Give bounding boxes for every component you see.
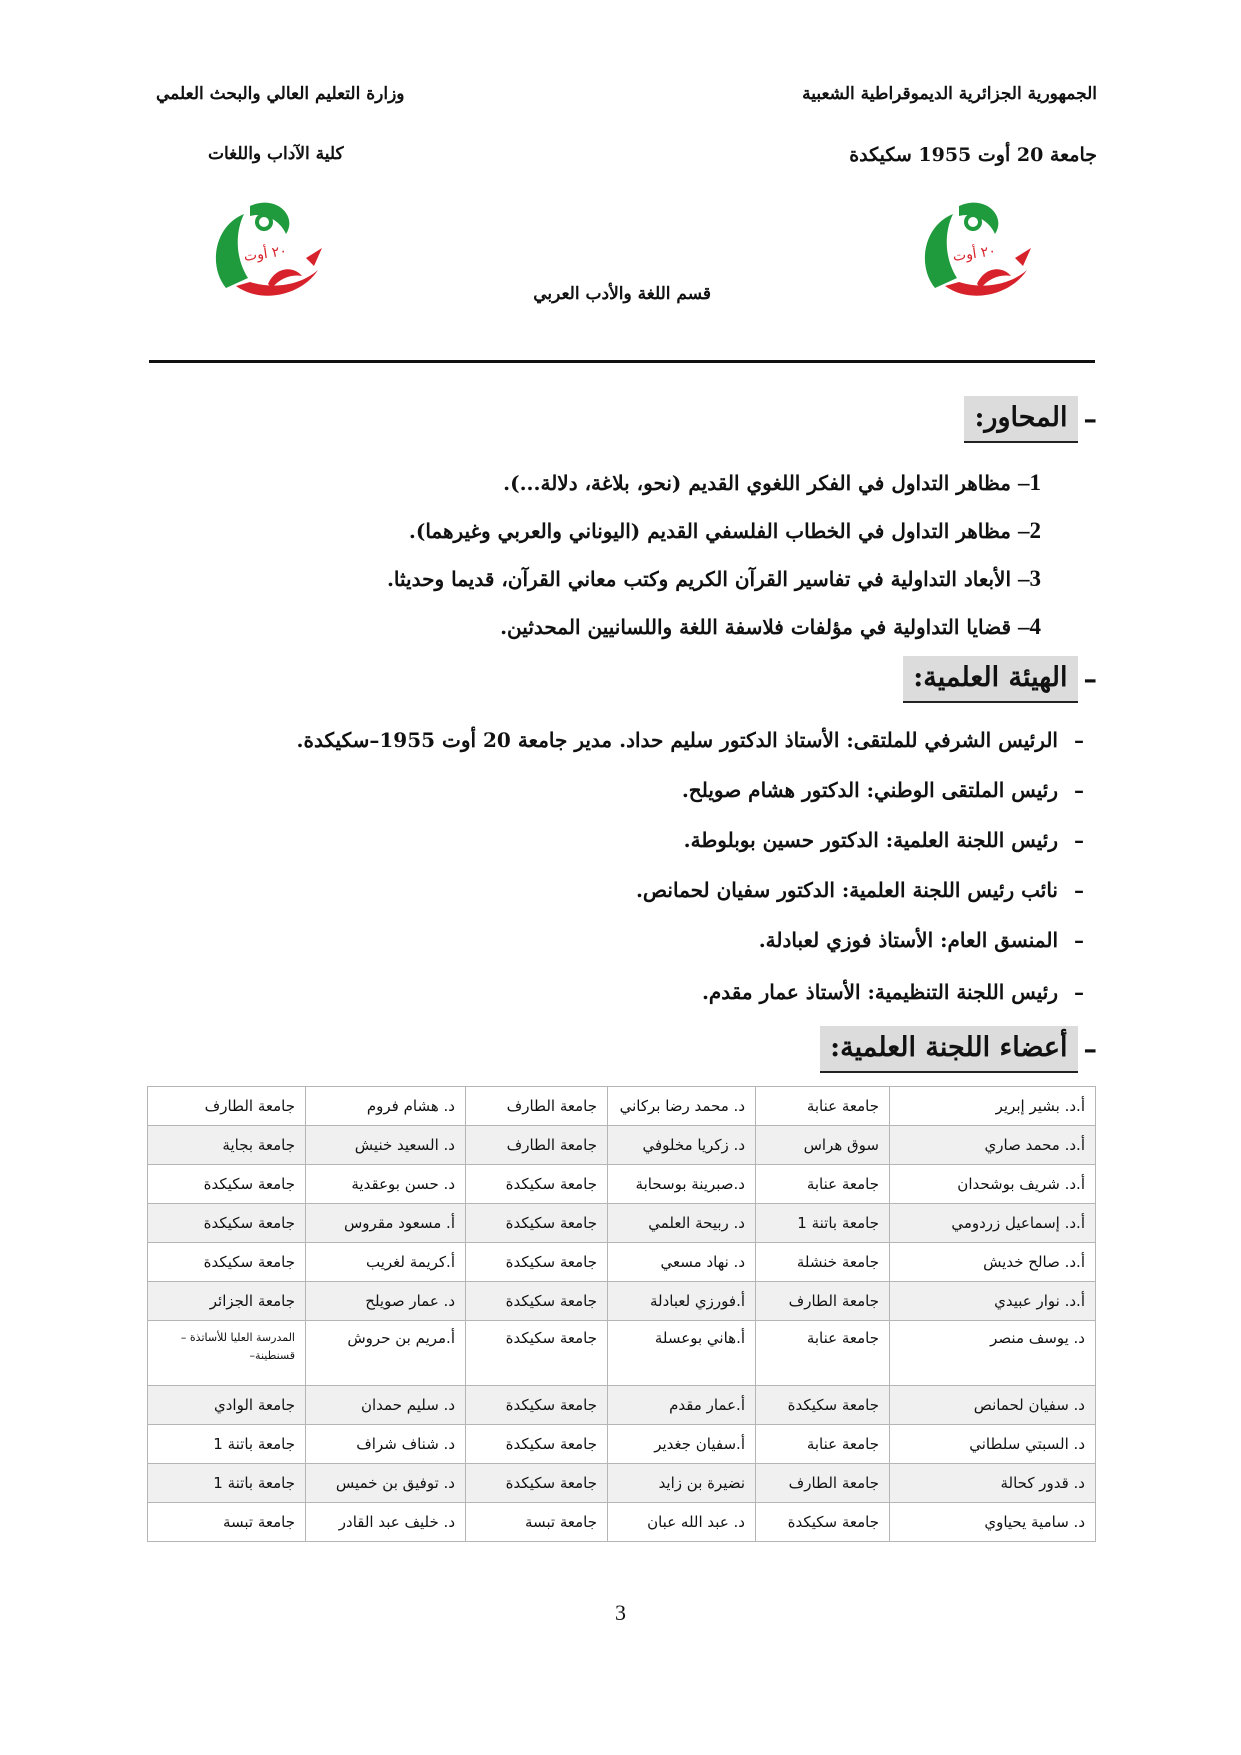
member-name-cell: أ.د. شريف بوشحدان — [890, 1165, 1096, 1204]
member-name-cell: د. هشام فروم — [306, 1087, 466, 1126]
member-name-cell: د. سليم حمدان — [306, 1386, 466, 1425]
table-row — [148, 1087, 1096, 1126]
member-affiliation-cell: جامعة سكيكدة — [148, 1243, 306, 1282]
bullet-dash: – — [1074, 778, 1084, 802]
member-affiliation-cell: جامعة عنابة — [756, 1425, 890, 1464]
bullet-dash: – — [1074, 878, 1084, 902]
university-logo-right — [915, 196, 1035, 304]
member-name-cell: د. حسن بوعقدية — [306, 1165, 466, 1204]
member-affiliation-cell: جامعة تبسة — [466, 1503, 608, 1542]
heading-dash: – — [1083, 1034, 1097, 1065]
member-affiliation-cell: جامعة سكيكدة — [466, 1165, 608, 1204]
department-title: قسم اللغة والأدب العربي — [533, 284, 711, 304]
member-affiliation-cell: جامعة عنابة — [756, 1087, 890, 1126]
body-member-text: المنسق العام: الأستاذ فوزي لعبادلة. — [758, 928, 1058, 952]
university-logo-left — [206, 196, 326, 304]
member-name-cell: أ.كريمة لغريب — [306, 1243, 466, 1282]
member-name-cell: أ.عمار مقدم — [608, 1386, 756, 1425]
member-name-cell: أ.د. إسماعيل زردومي — [890, 1204, 1096, 1243]
axes-heading-label: المحاور: — [964, 396, 1077, 443]
member-name-cell: أ.هاني بوعسلة — [608, 1321, 756, 1386]
member-affiliation-cell: جامعة الطارف — [756, 1282, 890, 1321]
scientific-body-heading-label: الهيئة العلمية: — [903, 656, 1077, 703]
table-row — [148, 1126, 1096, 1165]
svg-text:٢٠ أوت: ٢٠ أوت — [242, 243, 289, 265]
table-row — [148, 1464, 1096, 1503]
table-row — [148, 1204, 1096, 1243]
member-name-cell: د. ربيحة العلمي — [608, 1204, 756, 1243]
header-divider — [149, 360, 1095, 363]
member-name-cell: د. خليف عبد القادر — [306, 1503, 466, 1542]
table-row — [148, 1321, 1096, 1386]
body-member — [636, 878, 1084, 902]
axis-item — [409, 518, 1041, 544]
member-name-cell: د. سفيان لحمانص — [890, 1386, 1096, 1425]
ministry-title: وزارة التعليم العالي والبحث العلمي — [156, 84, 405, 104]
scientific-body-heading — [903, 656, 1097, 703]
member-affiliation-cell: جامعة سكيكدة — [756, 1386, 890, 1425]
member-name-cell: د. توفيق بن خميس — [306, 1464, 466, 1503]
member-name-cell: نضيرة بن زايد — [608, 1464, 756, 1503]
member-affiliation-cell: جامعة الجزائر — [148, 1282, 306, 1321]
member-name-cell: د. شناف شراف — [306, 1425, 466, 1464]
member-affiliation-cell: جامعة باتنة 1 — [756, 1204, 890, 1243]
committee-heading — [820, 1026, 1097, 1073]
bullet-dash: – — [1074, 828, 1084, 852]
member-affiliation-cell: جامعة باتنة 1 — [148, 1425, 306, 1464]
body-member-text: نائب رئيس اللجنة العلمية: الدكتور سفيان لحمانص. — [635, 878, 1058, 902]
member-name-cell: د. السبتي سلطاني — [890, 1425, 1096, 1464]
body-member — [684, 828, 1084, 852]
member-affiliation-cell: جامعة بجاية — [148, 1126, 306, 1165]
member-affiliation-cell: جامعة الوادي — [148, 1386, 306, 1425]
table-row — [148, 1503, 1096, 1542]
axis-text: مظاهر التداول في الفكر اللغوي القديم (نحو، بلاغة، دلالة...). — [503, 471, 1012, 495]
body-member-text: رئيس الملتقى الوطني: الدكتور هشام صويلح. — [681, 778, 1058, 802]
axis-text: قضايا التداولية في مؤلفات فلاسفة اللغة واللسانيين المحدثين. — [500, 615, 1012, 639]
member-name-cell: أ.د. نوار عبيدي — [890, 1282, 1096, 1321]
axis-number: 4– — [1018, 614, 1041, 639]
axis-number: 1– — [1018, 470, 1041, 495]
member-name-cell: أ.سفيان جغدير — [608, 1425, 756, 1464]
member-affiliation-cell: جامعة عنابة — [756, 1321, 890, 1386]
faculty-title: كلية الآداب واللغات — [208, 144, 344, 164]
table-row — [148, 1165, 1096, 1204]
svg-text:٢٠ أوت: ٢٠ أوت — [951, 243, 998, 265]
body-member-text: الرئيس الشرفي للملتقى: الأستاذ الدكتور سليم حداد. مدير جامعة 20 أوت 1955–سكيكدة. — [296, 728, 1058, 752]
member-affiliation-cell: جامعة الطارف — [466, 1087, 608, 1126]
member-name-cell: د.صبرينة بوسحابة — [608, 1165, 756, 1204]
member-affiliation-cell: جامعة تبسة — [148, 1503, 306, 1542]
member-affiliation-cell: جامعة عنابة — [756, 1165, 890, 1204]
member-affiliation-cell: جامعة الطارف — [148, 1087, 306, 1126]
member-affiliation-cell: جامعة خنشلة — [756, 1243, 890, 1282]
member-affiliation-cell: المدرسة العليا للأساتذة –قسنطينة– — [148, 1321, 306, 1386]
table-row — [148, 1243, 1096, 1282]
member-affiliation-cell: جامعة سكيكدة — [466, 1386, 608, 1425]
body-member — [682, 778, 1084, 802]
axis-item — [387, 566, 1041, 592]
body-member-text: رئيس اللجنة التنظيمية: الأستاذ عمار مقدم. — [701, 980, 1058, 1004]
member-name-cell: أ.فورزي لعبادلة — [608, 1282, 756, 1321]
member-name-cell: أ.د. بشير إبرير — [890, 1087, 1096, 1126]
member-name-cell: د. سامية يحياوي — [890, 1503, 1096, 1542]
committee-heading-label: أعضاء اللجنة العلمية: — [820, 1026, 1077, 1073]
university-title: جامعة 20 أوت 1955 سكيكدة — [849, 144, 1097, 166]
member-name-cell: د. نهاد مسعي — [608, 1243, 756, 1282]
heading-dash: – — [1083, 404, 1097, 435]
table-row — [148, 1386, 1096, 1425]
table-row — [148, 1282, 1096, 1321]
committee-table — [147, 1086, 1096, 1542]
member-affiliation-cell: جامعة سكيكدة — [148, 1165, 306, 1204]
axis-number: 3– — [1018, 566, 1041, 591]
member-name-cell: د. عبد الله عبان — [608, 1503, 756, 1542]
member-name-cell: أ.د. محمد صاري — [890, 1126, 1096, 1165]
member-affiliation-cell: جامعة الطارف — [466, 1126, 608, 1165]
member-name-cell: أ. مسعود مقروس — [306, 1204, 466, 1243]
member-affiliation-cell: جامعة باتنة 1 — [148, 1464, 306, 1503]
axis-text: مظاهر التداول في الخطاب الفلسفي القديم (اليوناني والعربي وغيرهما). — [408, 519, 1012, 543]
page-number: 3 — [615, 1600, 626, 1625]
member-affiliation-cell: جامعة سكيكدة — [466, 1282, 608, 1321]
body-member — [297, 728, 1084, 752]
axis-text: الأبعاد التداولية في تفاسير القرآن الكريم وكتب معاني القرآن، قديما وحديثا. — [386, 567, 1012, 591]
member-affiliation-cell: جامعة سكيكدة — [466, 1243, 608, 1282]
member-affiliation-cell: جامعة سكيكدة — [466, 1204, 608, 1243]
member-name-cell: أ.د. صالح خديش — [890, 1243, 1096, 1282]
member-name-cell: د. محمد رضا بركاني — [608, 1087, 756, 1126]
member-affiliation-cell: جامعة سكيكدة — [756, 1503, 890, 1542]
member-name-cell: د. قدور كحالة — [890, 1464, 1096, 1503]
member-name-cell: د. يوسف منصر — [890, 1321, 1096, 1386]
heading-dash: – — [1083, 664, 1097, 695]
member-affiliation-cell: جامعة سكيكدة — [466, 1464, 608, 1503]
bullet-dash: – — [1074, 728, 1084, 752]
member-affiliation-cell: جامعة سكيكدة — [466, 1321, 608, 1386]
bullet-dash: – — [1074, 980, 1084, 1004]
body-member-text: رئيس اللجنة العلمية: الدكتور حسين بوبلوطة. — [683, 828, 1058, 852]
axis-item — [500, 614, 1041, 640]
member-affiliation-cell: سوق هراس — [756, 1126, 890, 1165]
member-affiliation-cell: جامعة سكيكدة — [466, 1425, 608, 1464]
member-name-cell: د. زكريا مخلوفي — [608, 1126, 756, 1165]
table-row — [148, 1425, 1096, 1464]
member-name-cell: د. عمار صويلح — [306, 1282, 466, 1321]
bullet-dash: – — [1074, 928, 1084, 952]
member-affiliation-cell: جامعة سكيكدة — [148, 1204, 306, 1243]
member-name-cell: أ.مريم بن حروش — [306, 1321, 466, 1386]
member-affiliation-cell: جامعة الطارف — [756, 1464, 890, 1503]
member-name-cell: د. السعيد خنيش — [306, 1126, 466, 1165]
axis-number: 2– — [1018, 518, 1041, 543]
body-member — [759, 928, 1084, 952]
body-member — [702, 980, 1084, 1004]
republic-title: الجمهورية الجزائرية الديموقراطية الشعبية — [802, 84, 1097, 104]
axis-item — [503, 470, 1041, 496]
axes-heading — [964, 396, 1097, 443]
